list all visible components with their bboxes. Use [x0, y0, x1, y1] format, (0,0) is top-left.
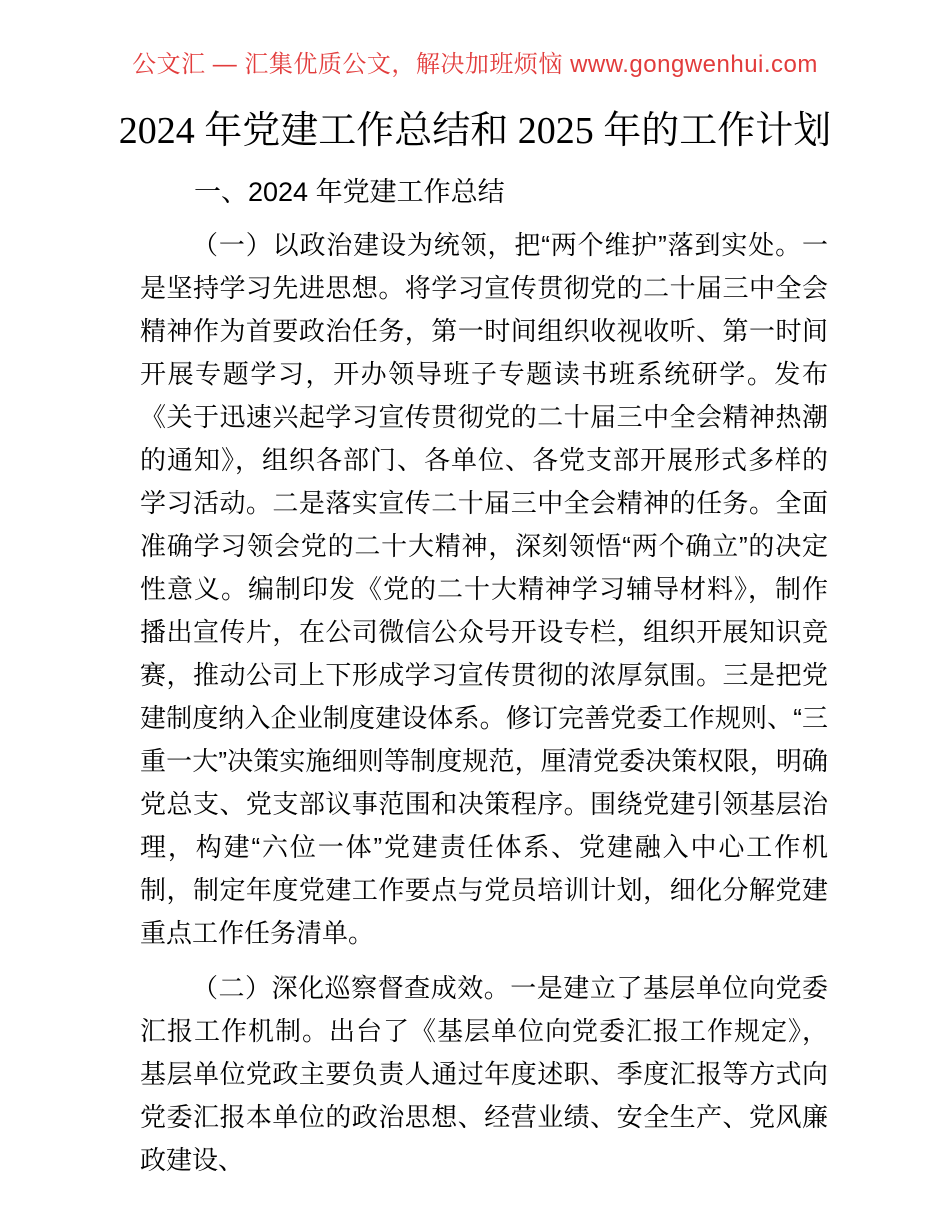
paragraph-1: （一）以政治建设为统领，把“两个维护”落到实处。一是坚持学习先进思想。将学习宣传贯彻党的二十届三中全会精神作为首要政治任务，第一时间组织收视收听、第一时间开展专题学习，开办领导班子专题读书班系统研学。发布《关于迅速兴起学习宣传贯彻党的二十届三中全会精神热潮的通知》，组织各部门、各单位、各党支部开展形式多样的学习活动。二是落实宣传二十届三中全会精神的任务。全面准确学习领会党的二十大精神，深刻领悟“两个确立”的决定性意义。编制印发《党的二十大精神学习辅导材料》，制作播出宣传片，在公司微信公众号开设专栏，组织开展知识竞赛，推动公司上下形成学习宣传贯彻的浓厚氛围。三是把党建制度纳入企业制度建设体系。修订完善党委工作规则、“三重一大”决策实施细则等制度规范，厘清党委决策权限，明确党总支、党支部议事范围和决策程序。围绕党建引领基层治理，构建“六位一体”党建责任体系、党建融入中心工作机制，制定年度党建工作要点与党员培训计划，细化分解党建重点工作任务清单。: [140, 230, 828, 948]
document-title: 2024 年党建工作总结和 2025 年的工作计划: [118, 110, 832, 152]
paragraph-2: （二）深化巡察督查成效。一是建立了基层单位向党委汇报工作机制。出台了《基层单位向党委汇报工作规定》，基层单位党政主要负责人通过年度述职、季度汇报等方式向党委汇报本单位的政治思想、经营业绩、安全生产、党风廉政建设、: [140, 973, 828, 1175]
section-heading: 一、2024 年党建工作总结: [194, 177, 505, 207]
watermark-header: 公文汇 — 汇集优质公文，解决加班烦恼 www.gongwenhui.com: [132, 51, 818, 78]
